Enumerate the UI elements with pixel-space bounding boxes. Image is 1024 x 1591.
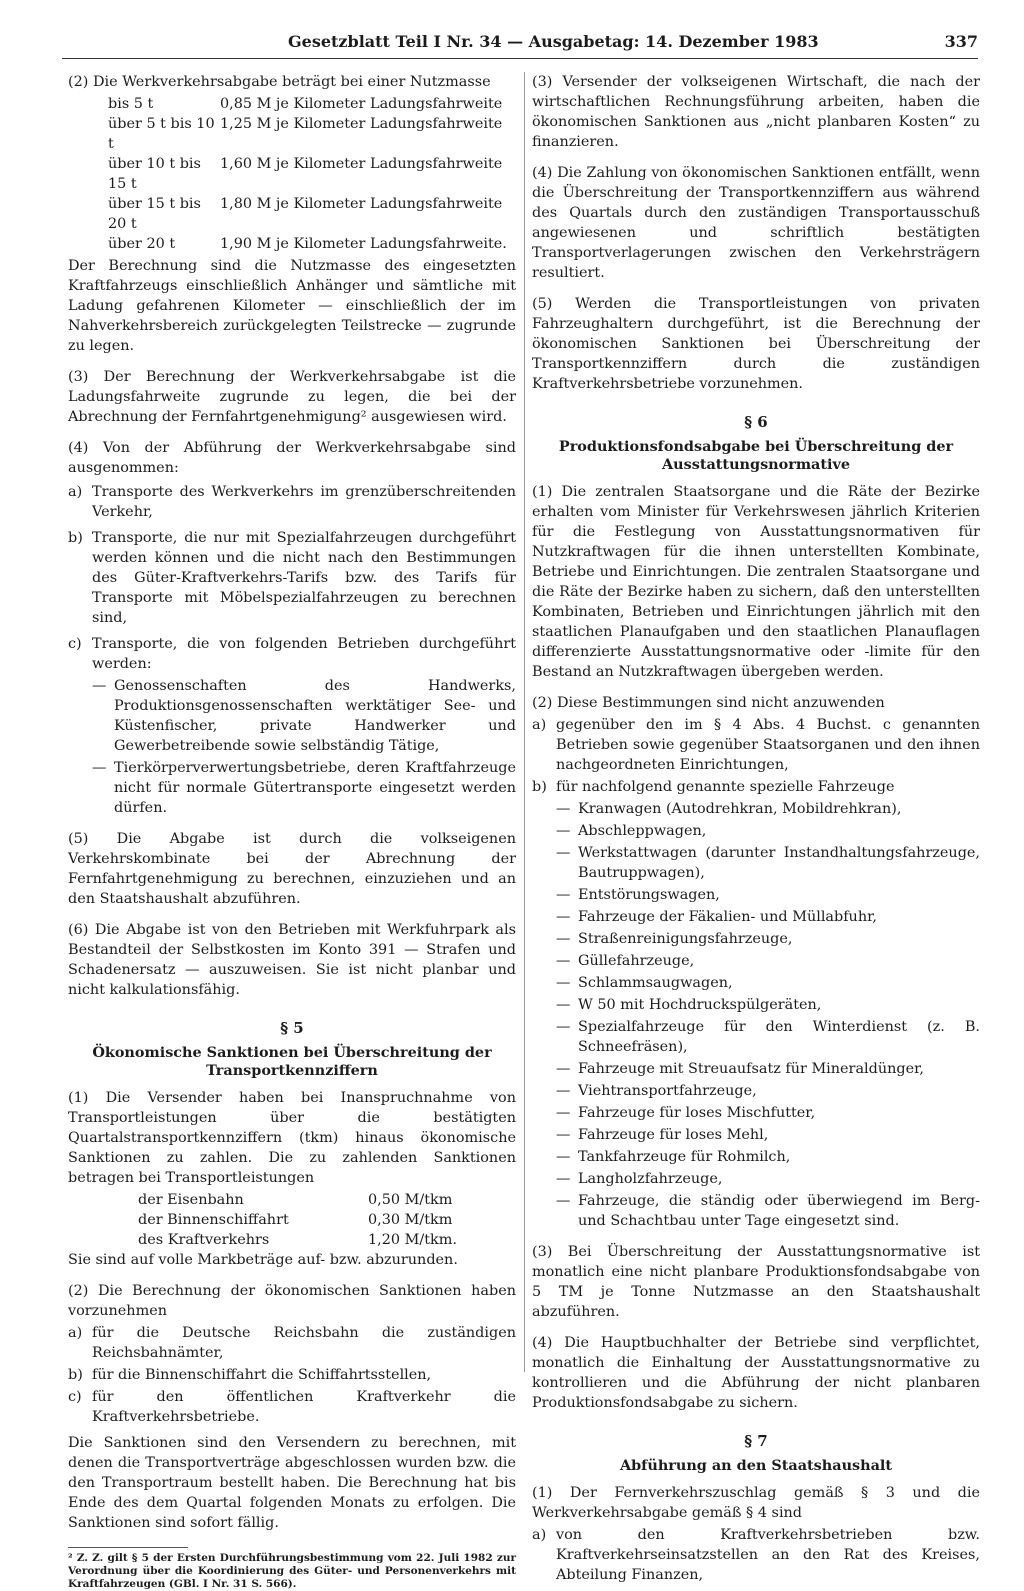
vehicle-item: — W 50 mit Hochdruckspülgeräten, [556,997,822,1013]
list-item: b) für nachfolgend genannte spezielle Fahrzeuge [532,779,895,795]
section-5-number: § 5 [280,1019,304,1037]
vehicle-item: — Fahrzeuge, die ständig oder überwiegend im Berg- und Schachtbau unter Tage eingesetzt sind. [556,1193,980,1229]
list-item: a) von den Kraftverkehrsbetrieben bzw. Kraftverkehrseinsatzstellen an den Rat des Kreises, Abteilung Finanzen, [532,1527,980,1583]
left-column [68,72,516,1591]
paragraph-5-1-end: Sie sind auf volle Markbeträge auf- bzw. abzurunden. [68,1252,458,1268]
paragraph-6-1: (1) Die zentralen Staatsorgane und die Räte der Bezirke erhalten vom Minister für Verkehrswesen jährlich Kriterien für die Festlegung von Ausstattungsnormativen für Nutzkraftwagen für die ihnen unterstellten Kombinate, Betriebe und Einrichtungen. Die zentralen Staatsorgane und die Räte der Bezirke haben zu sichern, daß den unterstellten Kombinaten, Betrieben und Einrichtungen jährlich mit den staatlichen Planaufgaben und den staatlichen Planauflagen differenzierte Ausstattungsnormative oder -limite für den Bestand an Nutzkraftwagen übergeben werden. [532,484,980,680]
paragraph-4-4-intro: (4) Von der Abführung der Werkverkehrsabgabe sind ausgenommen: [68,440,516,476]
rate-row: bis 5 t 0,85 M je Kilometer Ladungsfahrweite [108,96,503,112]
vehicle-item: — Fahrzeuge für loses Mischfutter, [556,1105,816,1121]
paragraph-5-2-end: Die Sanktionen sind den Versendern zu berechnen, mit denen die Transportverträge abgeschlossen wurden bzw. die den Transportraum bestellt haben. Die Berechnung hat bis Ende des dem Quartal folgenden Monats zu erfolgen. Die Sanktionen sind sofort fällig. [68,1435,516,1531]
vehicle-item: — Schlammsaugwagen, [556,975,733,991]
dash-item: — Genossenschaften des Handwerks, Produktionsgenossenschaften werktätiger See- und Küstenfischer, private Handwerker und Gewerbetreibende sowie selbständig Tätige, [92,678,516,754]
vehicle-item: — Werkstattwagen (darunter Instandhaltungsfahrzeuge, Bautruppwagen), [556,845,980,881]
paragraph-5-1: (1) Die Versender haben bei Inanspruchnahme von Transportleistungen über die bestätigten Quartalstransportkennziffern (tkm) hinaus ökonomische Sanktionen zu zahlen. Die zu zahlenden Sanktionen betragen bei Transportleistungen [68,1090,516,1186]
footnote: ² Z. Z. gilt § 5 der Ersten Durchführungsbestimmung vom 22. Juli 1982 zur Verordnung über die Koordinierung des Güter- und Personenverkehrs mit Kraftfahrzeugen (GBl. I Nr. 31 S. 566). [68,1552,516,1590]
page-number: 337 [944,32,978,51]
paragraph-5-3: (3) Versender der volkseigenen Wirtschaft, die nach der wirtschaftlichen Rechnungsführung arbeiten, haben die ökonomischen Sanktionen aus „nicht planbaren Kosten“ zu finanzieren. [532,74,980,150]
list-item: a) für die Deutsche Reichsbahn die zuständigen Reichsbahnämter, [68,1325,516,1361]
vehicle-item: — Entstörungswagen, [556,887,720,903]
paragraph-6-3: (3) Bei Überschreitung der Ausstattungsnormative ist monatlich eine nicht planbare Produktionsfondsabgabe von 5 TM je Tonne Nutzmasse an den Staatshaushalt abzuführen. [532,1244,980,1320]
vehicle-list [532,799,980,1231]
paragraph-7-1-intro: (1) Der Fernverkehrszuschlag gemäß § 3 und die Werkverkehrsabgabe gemäß § 4 sind [532,1485,980,1521]
list-item: b) Transporte, die nur mit Spezialfahrzeugen durchgeführt werden können und die nicht nach den Bestimmungen des Güter-Kraftverkehrs-Tarifs bzw. des Tarifs für Transporte mit Möbelspezialfahrzeugen zu berechnen sind, [68,530,516,626]
paragraph-4-5: (5) Die Abgabe ist durch die volkseigenen Verkehrskombinate bei der Abrechnung der Fernfahrtgenehmigung zu berechnen, einzuziehen und an den Staatshaushalt abzuführen. [68,831,516,907]
list-item: b) für die Binnenschiffahrt die Schiffahrtsstellen, [68,1367,432,1383]
list-item: c) für den öffentlichen Kraftverkehr die Kraftverkehrsbetriebe. [68,1389,516,1425]
rate-row: über 20 t 1,90 M je Kilometer Ladungsfahrweite. [108,236,507,252]
sanction-table [68,1190,516,1250]
vehicle-item: — Langholzfahrzeuge, [556,1171,723,1187]
page-header [62,30,978,59]
vehicle-item: — Güllefahrzeuge, [556,953,695,969]
vehicle-item: — Abschleppwagen, [556,823,707,839]
paragraph-4-2-intro: (2) Die Werkverkehrsabgabe beträgt bei einer Nutzmasse [68,74,491,90]
section-7-number: § 7 [744,1432,768,1450]
paragraph-5-4: (4) Die Zahlung von ökonomischen Sanktionen entfällt, wenn die Überschreitung der Transportkennziffern aus während des Quartals durch den zuständigen Transportausschuß angewiesenen und schriftlich bestätigten Transportverlagerungen zwischen den Verkehrsträgern resultiert. [532,165,980,281]
section-7-title: Abführung an den Staatshaushalt [619,1457,893,1474]
rate-row: über 5 t bis 10 t 1,25 M je Kilometer Ladungsfahrweite [108,116,503,152]
paragraph-5-2-intro: (2) Die Berechnung der ökonomischen Sanktionen haben vorzunehmen [68,1283,516,1319]
column-divider [524,72,525,1372]
section-6-title: Produktionsfondsabgabe bei Überschreitung der Ausstattungsnormative [558,438,954,473]
paragraph-5-5: (5) Werden die Transportleistungen von privaten Fahrzeughaltern durchgeführt, ist die Berechnung der ökonomischen Sanktionen bei Überschreitung der Transportkennziffern durch die zuständigen Kraftverkehrsbetriebe vorzunehmen. [532,296,980,392]
footnote-rule [68,1547,188,1548]
paragraph-6-4: (4) Die Hauptbuchhalter der Betriebe sind verpflichtet, monatlich die Einhaltung der Ausstattungsnormative zu kontrollieren und die Abführung der nicht planbaren Produktionsfondsabgabe zu sichern. [532,1335,980,1411]
sanction-row: der Binnenschiffahrt 0,30 M/tkm [138,1212,453,1228]
vehicle-item: — Tankfahrzeuge für Rohmilch, [556,1149,791,1165]
sanction-row: der Eisenbahn 0,50 M/tkm [138,1192,453,1208]
list-item: a) Transporte des Werkverkehrs im grenzüberschreitenden Verkehr, [68,484,516,520]
dash-list [68,676,516,818]
vehicle-item: — Spezialfahrzeuge für den Winterdienst (z. B. Schneefräsen), [556,1019,980,1055]
sanction-row: des Kraftverkehrs 1,20 M/tkm. [138,1232,457,1248]
list-item: a) gegenüber den im § 4 Abs. 4 Buchst. c genannten Betrieben sowie gegenüber Staatsorganen und den ihnen nachgeordneten Einrichtungen, [532,717,980,773]
list-item: c) Transporte, die von folgenden Betrieben durchgeführt werden: [68,636,516,672]
vehicle-item: — Fahrzeuge für loses Mehl, [556,1127,769,1143]
section-6-number: § 6 [744,413,768,431]
dash-item: — Tierkörperverwertungsbetriebe, deren Kraftfahrzeuge nicht für normale Gütertransporte eingesetzt werden dürfen. [92,760,516,816]
rate-row: über 15 t bis 20 t 1,80 M je Kilometer Ladungsfahrweite [108,196,503,232]
paragraph-4-2-calc: Der Berechnung sind die Nutzmasse des eingesetzten Kraftfahrzeugs einschließlich Anhänger und sämtliche mit Ladung gefahrenen Kilometer — einschließlich der im Nahverkehrsbereich zurückgelegten Teilstrecke — zugrunde zu legen. [68,258,516,354]
vehicle-item: — Kranwagen (Autodrehkran, Mobildrehkran), [556,801,902,817]
section-5-title: Ökonomische Sanktionen bei Überschreitung der Transportkennziffern [92,1044,492,1079]
header-title: Gesetzblatt Teil I Nr. 34 — Ausgabetag: 14. Dezember 1983 [288,32,819,51]
rate-row: über 10 t bis 15 t 1,60 M je Kilometer Ladungsfahrweite [108,156,503,192]
vehicle-item: — Fahrzeuge der Fäkalien- und Müllabfuhr, [556,909,877,925]
vehicle-item: — Straßenreinigungsfahrzeuge, [556,931,793,947]
paragraph-4-3: (3) Der Berechnung der Werkverkehrsabgabe ist die Ladungsfahrweite zugrunde zu legen, die bei der Abrechnung der Fernfahrtgenehmigung² ausgewiesen wird. [68,369,516,425]
rate-table [68,94,516,254]
right-column [532,72,980,1591]
paragraph-6-2-intro: (2) Diese Bestimmungen sind nicht anzuwenden [532,695,885,711]
vehicle-item: — Fahrzeuge mit Streuaufsatz für Mineraldünger, [556,1061,924,1077]
vehicle-item: — Viehtransportfahrzeuge, [556,1083,757,1099]
paragraph-4-6: (6) Die Abgabe ist von den Betrieben mit Werkfuhrpark als Bestandteil der Selbstkosten im Konto 391 — Strafen und Schadenersatz — auszuweisen. Sie ist nicht planbar und nicht kalkulationsfähig. [68,922,516,998]
